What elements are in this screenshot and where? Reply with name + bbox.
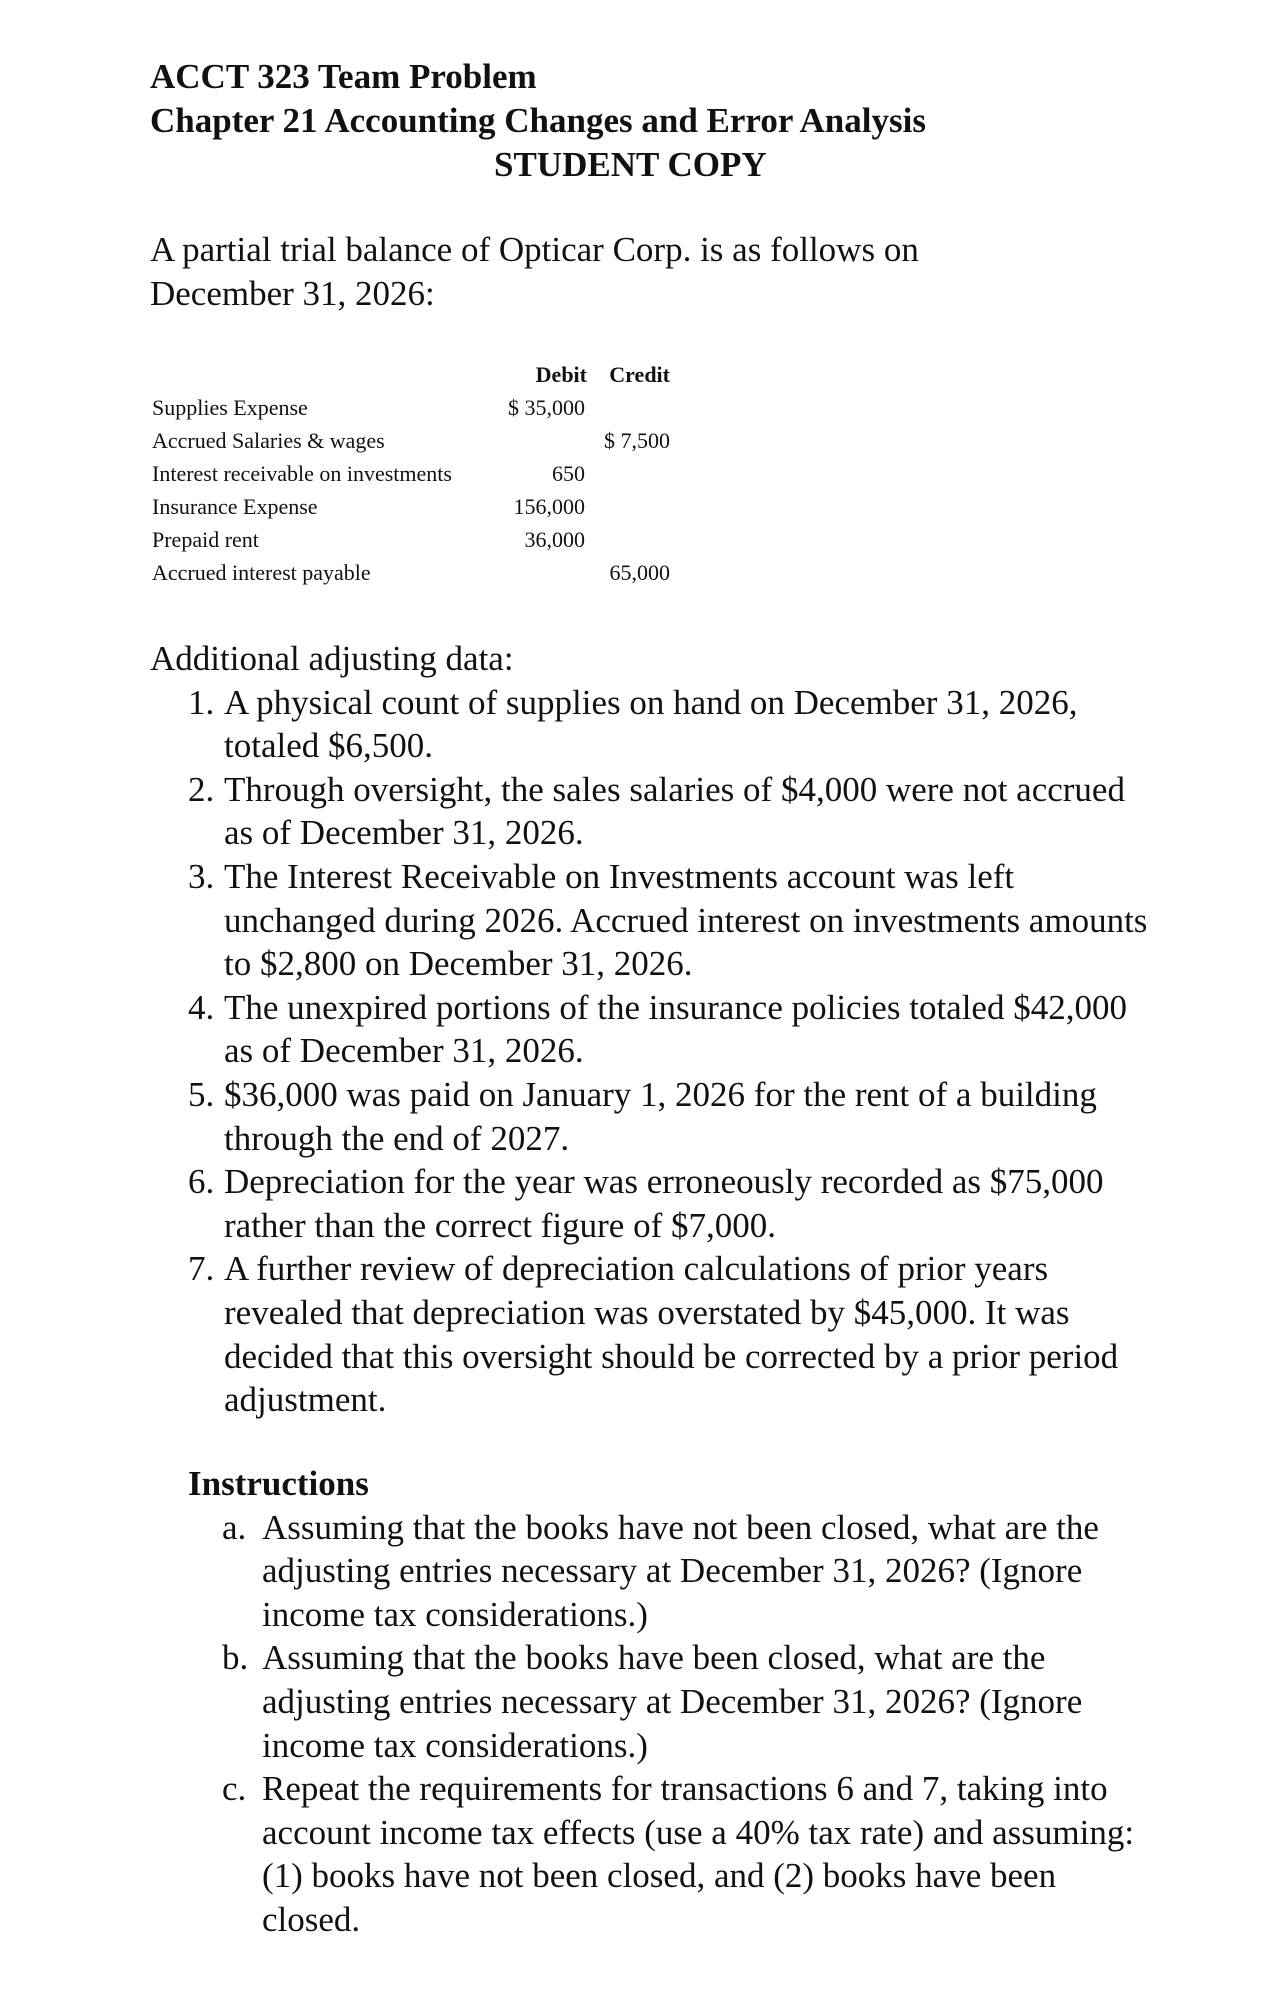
list-item [150,986,1150,1073]
list-item [188,1636,1148,1767]
item-text: Assuming that the books have not been closed, what are the adjusting entries necessary at December 31, 2026? (Ignore income tax considerations.) [262,1507,1099,1634]
item-number: 4. [188,987,215,1027]
debit-column-header: Debit [535,362,587,387]
account-name: Prepaid rent [152,527,259,552]
list-item [188,1506,1148,1637]
item-text: Depreciation for the year was erroneously recorded as $75,000 rather than the correct figure of $7,000. [224,1162,1104,1245]
item-text: Through oversight, the sales salaries of $4,000 were not accrued as of December 31, 2026. [224,769,1125,853]
table-row [150,556,670,589]
account-name: Interest receivable on investments [152,461,452,486]
list-item [188,1767,1148,1941]
item-letter: c. [222,1769,247,1809]
list-item [150,1073,1150,1160]
item-number: 1. [188,682,215,722]
course-title: ACCT 323 Team Problem [150,57,537,96]
item-text: A physical count of supplies on hand on December 31, 2026, totaled $6,500. [224,682,1078,766]
debit-amount: 156,000 [513,494,585,519]
list-item [150,855,1150,986]
item-number: 2. [188,769,215,809]
adjusting-data-list [150,681,1150,1422]
table-row [150,457,670,490]
trial-balance-header [150,358,670,391]
list-item [150,1247,1150,1421]
item-number: 7. [188,1249,215,1289]
chapter-title: Chapter 21 Accounting Changes and Error Analysis [150,101,926,140]
item-text: Assuming that the books have been closed, what are the adjusting entries necessary at December 31, 2026? (Ignore income tax considerations.) [262,1638,1083,1765]
item-text: A further review of depreciation calculations of prior years revealed that depreciation was overstated by $45,000. It was decided that this oversight should be corrected by a prior period adjustment. [224,1249,1119,1420]
item-letter: a. [222,1507,247,1547]
adjusting-data-title: Additional adjusting data: [150,639,514,678]
trial-balance-table [150,358,670,589]
account-name: Accrued Salaries & wages [152,428,385,453]
credit-amount: $ 7,500 [604,428,670,453]
item-letter: b. [222,1638,249,1678]
table-row [150,391,670,424]
debit-amount: $ 35,000 [508,395,585,420]
item-number: 3. [188,856,215,896]
list-item [150,768,1150,855]
list-item [150,681,1150,768]
table-row [150,490,670,523]
list-item [150,1160,1150,1247]
item-number: 6. [188,1162,215,1202]
copy-label: STUDENT COPY [494,145,767,184]
item-number: 5. [188,1074,215,1114]
debit-amount: 36,000 [524,527,585,552]
instructions-section [188,1462,1148,1942]
item-text: $36,000 was paid on January 1, 2026 for the rent of a building through the end of 2027. [224,1074,1097,1158]
adjusting-data-section [150,637,1150,1422]
table-row [150,424,670,457]
instructions-title: Instructions [188,1464,369,1503]
item-text: The Interest Receivable on Investments account was left unchanged during 2026. Accrued interest on investments amounts to $2,800 on December 31, 2026. [224,856,1148,984]
credit-amount: 65,000 [609,560,670,585]
table-row [150,523,670,556]
instructions-list [188,1506,1148,1942]
item-text: The unexpired portions of the insurance policies totaled $42,000 as of December 31, 2026. [224,987,1127,1071]
account-name: Accrued interest payable [152,560,371,585]
credit-column-header: Credit [609,362,670,387]
debit-amount: 650 [552,461,585,486]
intro-paragraph: A partial trial balance of Opticar Corp. is as follows on December 31, 2026: [150,230,919,313]
item-text: Repeat the requirements for transactions 6 and 7, taking into account income tax effects (use a 40% tax rate) and assuming: (1) books have not been closed, and (2) books have been closed. [262,1769,1135,1939]
account-name: Insurance Expense [152,494,318,519]
account-name: Supplies Expense [152,395,308,420]
